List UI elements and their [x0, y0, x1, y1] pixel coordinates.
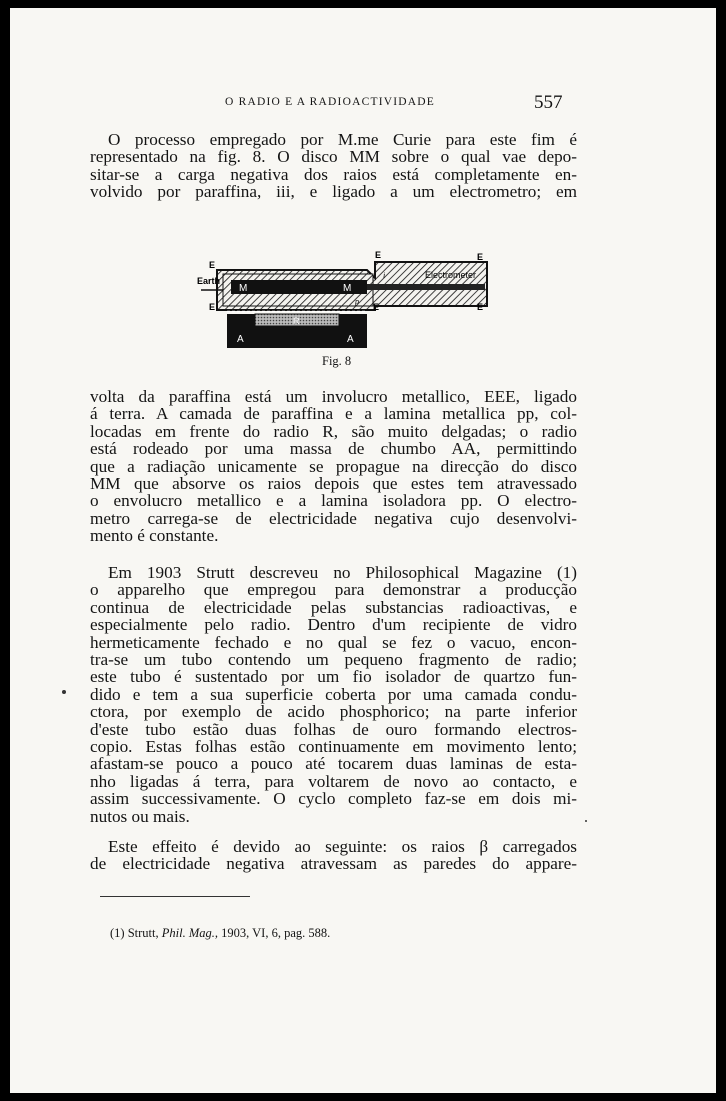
text-line: especialmente pelo radio. Dentro d'um recipiente de vidro [90, 615, 577, 635]
text-line: MM que absorve os raios depois que estes tem atravessado [90, 474, 577, 494]
figure-caption: Fig. 8 [322, 354, 352, 368]
label-electrometer: Electrometer [425, 270, 477, 280]
paragraph-1 [90, 131, 577, 201]
figure-8-diagram [197, 238, 527, 350]
footnote-prefix: (1) Strutt, [110, 926, 159, 940]
label-e-top-right: E [477, 252, 484, 262]
text-line: d'este tubo estão duas folhas de ouro formando electros- [90, 719, 577, 739]
text-line: dido e tem a sua superficie coberta por uma camada condu- [90, 684, 577, 704]
label-earth: Earth [197, 276, 221, 286]
paragraph-4 [90, 838, 577, 873]
text-line: o envolucro metallico e a lamina isoladora pp. O electro- [90, 491, 577, 511]
paragraph-2 [90, 388, 577, 545]
text-line: de electricidade negativa atravessam as paredes do appare- [90, 854, 577, 874]
text-line: nutos ou mais. [90, 806, 190, 826]
text-line: mento é constante. [90, 526, 219, 546]
label-e-top-mid: E [375, 250, 382, 260]
text-line: afastam-se pouco a pouco até tocarem duas laminas de esta- [90, 754, 577, 774]
book-page [10, 8, 716, 1093]
print-speck [62, 690, 66, 694]
text-line: nho ligadas á terra, para voltarem de novo ao contacto, e [90, 771, 577, 791]
label-m-right: M [343, 283, 352, 294]
text-line: Em 1903 Strutt descreveu no Philosophical Magazine (1) [108, 563, 577, 582]
footnote [110, 926, 330, 941]
text-line: representado na fig. 8. O disco MM sobre o qual vae depo- [90, 147, 577, 167]
text-line: sitar-se a carga negativa dos raios está completamente en- [90, 164, 577, 184]
label-e-bottom-right: E [477, 302, 484, 312]
label-e-bottom-left: E [209, 302, 216, 312]
label-i: i [383, 271, 386, 280]
label-a-left: A [237, 334, 244, 345]
footnote-journal: Phil. Mag., [161, 926, 218, 940]
running-title: O RADIO E A RADIOACTIVIDADE [225, 96, 435, 108]
text-line: assim successivamente. O cyclo completo faz-se em dois mi- [90, 789, 577, 809]
footnote-rule [100, 896, 250, 897]
text-line: este tubo é sustentado por um fio isolador de quartzo fun- [90, 667, 577, 687]
text-line: volvido por paraffina, iii, e ligado a um electrometro; em [90, 182, 577, 202]
text-line: está rodeado por uma massa de chumbo AA, permittindo [90, 439, 577, 459]
text-line: volta da paraffina está um involucro metallico, EEE, ligado [90, 387, 577, 406]
page-header [10, 92, 716, 116]
text-line: á terra. A camada de paraffina e a lamina metallica pp, col- [90, 404, 577, 424]
paragraph-3 [90, 564, 577, 825]
text-line: continua de electricidade pelas substancias radioactivas, e [90, 597, 577, 617]
text-line: o apparelho que empregou para demonstrar a producção [90, 580, 577, 600]
print-speck [585, 820, 587, 822]
footnote-rest: 1903, VI, 6, pag. 588. [221, 926, 331, 940]
label-e-top-left: E [209, 260, 216, 270]
text-line: ctora, por exemplo de acido phosphorico; na parte inferior [90, 702, 577, 722]
text-line: metro carrega-se de electricidade negativa cujo desenvolvi- [90, 508, 577, 528]
text-line: Este effeito é devido ao seguinte: os raios β carregados [108, 837, 577, 856]
text-line: O processo empregado por M.me Curie para este fim é [108, 130, 577, 149]
text-line: locadas em frente do radio R, são muito delgadas; o radio [90, 421, 577, 441]
text-line: tra-se um tubo contendo um pequeno fragmento de radio; [90, 650, 577, 670]
text-line: copio. Estas folhas estão continuamente em movimento lento; [90, 737, 577, 757]
text-line: hermeticamente fechado e no qual se fez o vacuo, encon- [90, 632, 577, 652]
page-number: 557 [534, 92, 563, 113]
text-line: que a radiação unicamente se propague na direcção do disco [90, 456, 577, 476]
label-r: R [293, 316, 300, 326]
electrometer-rod [367, 284, 485, 290]
label-m-left: M [239, 283, 248, 294]
label-a-right: A [347, 334, 354, 345]
label-p: p [355, 297, 359, 306]
label-e-bottom-mid: E [373, 302, 380, 312]
